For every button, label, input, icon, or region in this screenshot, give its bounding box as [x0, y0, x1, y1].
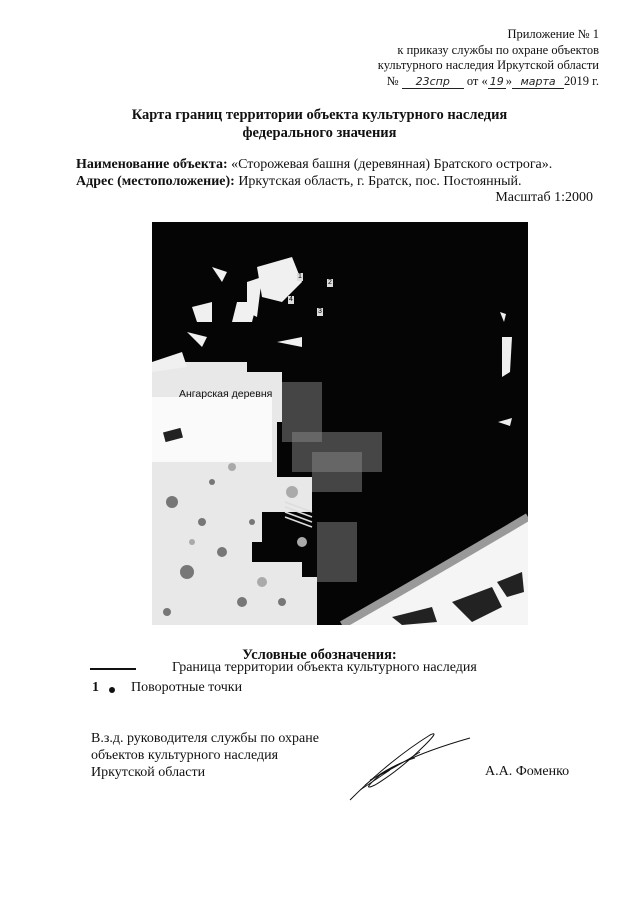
order-number-handwritten: 23спр: [402, 76, 464, 89]
appendix-line3: культурного наследия Иркутской области: [377, 58, 599, 72]
satellite-map: [152, 222, 528, 625]
page-title: [0, 106, 639, 142]
signatory-line2: объектов культурного наследия: [91, 748, 279, 763]
year: 2019 г.: [564, 73, 599, 88]
appendix-line1: Приложение № 1: [507, 27, 599, 41]
signatory-title: [91, 730, 319, 781]
title-line1: Карта границ территории объекта культурного наследия: [131, 107, 508, 123]
object-name-value: «Сторожевая башня (деревянная) Братского острога».: [231, 157, 553, 172]
legend-points-label: Поворотные точки: [131, 680, 243, 695]
from-label: от «: [466, 73, 488, 88]
turning-point-3: 3: [318, 308, 322, 315]
appendix-order-line: [378, 74, 599, 90]
legend-boundary-label: Граница территории объекта культурного наследия: [172, 660, 477, 675]
map-image: [152, 222, 528, 625]
object-name-row: [76, 156, 552, 173]
address-label: Адрес (местоположение):: [76, 174, 235, 189]
day-handwritten: 19: [489, 74, 504, 88]
map-scale: Масштаб 1:2000: [495, 190, 593, 205]
appendix-line2: к приказу службы по охране объектов: [397, 42, 599, 57]
legend-title: Условные обозначения:: [242, 647, 397, 663]
appendix-header: [378, 27, 599, 89]
turning-point-4: 4: [289, 296, 293, 303]
title-line2: федерального значения: [242, 125, 397, 141]
signatory-line1: В.з.д. руководителя службы по охране: [91, 731, 319, 746]
turning-point-1: 1: [298, 273, 302, 280]
address-row: [76, 173, 552, 190]
boundary-line-icon: [90, 668, 136, 670]
legend-point-number: 1: [92, 680, 99, 695]
signatory-name: А.А. Фоменко: [485, 764, 570, 779]
signatory-line3: Иркутской области: [91, 765, 206, 780]
number-prefix: №: [386, 73, 399, 88]
month-handwritten: марта: [512, 76, 564, 89]
signature-icon: [330, 730, 480, 805]
map-label-village: Ангарская деревня: [179, 388, 273, 400]
turning-point-dot-icon: [109, 687, 115, 693]
quote-close: »: [505, 73, 513, 88]
object-name-label: Наименование объекта:: [76, 157, 228, 172]
address-value: Иркутская область, г. Братск, пос. Постоянный.: [238, 174, 522, 189]
object-info: [76, 156, 552, 190]
turning-point-2: 2: [328, 279, 332, 286]
